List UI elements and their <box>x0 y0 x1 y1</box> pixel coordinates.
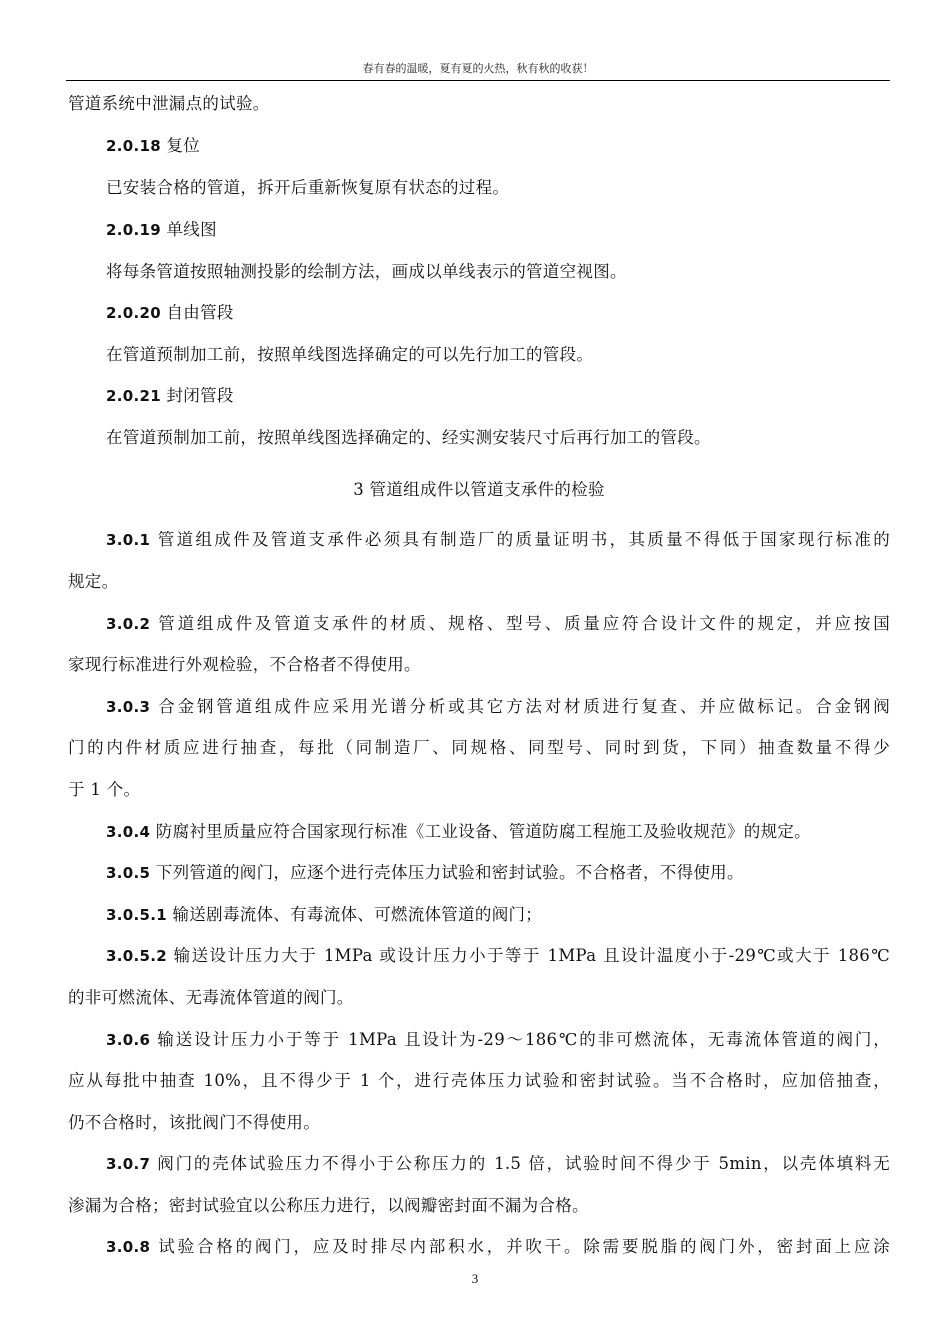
clause-text: 管道组成件及管道支承件的材质、规格、型号、质量应符合设计文件的规定，并应按国 <box>150 614 890 633</box>
term-heading-2-0-20 <box>68 299 890 323</box>
page-number: 3 <box>471 1271 479 1286</box>
clause-continuation: 的非可燃流体、无毒流体管道的阀门。 <box>68 988 354 1007</box>
clause-continuation: 门的内件材质应进行抽查，每批（同制造厂、同规格、同型号、同时到货，下同）抽查数量不得少 <box>68 738 890 757</box>
section-heading: 3 管道组成件以管道支承件的检验 <box>353 480 605 499</box>
clause-continuation: 渗漏为合格；密封试验宜以公称压力进行，以阀瓣密封面不漏为合格。 <box>68 1196 589 1215</box>
term-definition: 将每条管道按照轴测投影的绘制方法，画成以单线表示的管道空视图。 <box>106 262 627 281</box>
clause-continuation: 仍不合格时，该批阀门不得使用。 <box>68 1113 320 1132</box>
clause-text: 试验合格的阀门，应及时排尽内部积水，并吹干。除需要脱脂的阀门外，密封面上应涂 <box>150 1237 890 1256</box>
clause-continuation: 规定。 <box>68 572 119 591</box>
clause-number: 3.0.5 <box>106 864 151 882</box>
clause-text: 输送剧毒流体、有毒流体、可燃流体管道的阀门； <box>166 905 543 924</box>
clause-number: 3.0.3 <box>106 698 151 716</box>
clause-number: 3.0.7 <box>106 1155 151 1173</box>
clause-number: 2.0.20 <box>106 304 161 322</box>
term-definition: 已安装合格的管道，拆开后重新恢复原有状态的过程。 <box>106 178 510 197</box>
clause-number: 3.0.1 <box>106 531 151 549</box>
clause-number: 3.0.5.1 <box>106 906 167 924</box>
clause-number: 3.0.8 <box>106 1238 151 1256</box>
term-title: 封闭管段 <box>160 386 234 405</box>
term-heading-2-0-21 <box>68 382 890 406</box>
clause-text: 防腐衬里质量应符合国家现行标准《工业设备、管道防腐工程施工及验收规范》的规定。 <box>150 822 811 841</box>
clause-number: 2.0.18 <box>106 137 161 155</box>
clause-continuation: 家现行标准进行外观检验，不合格者不得使用。 <box>68 655 421 674</box>
term-heading-2-0-19 <box>68 216 890 240</box>
term-definition: 在管道预制加工前，按照单线图选择确定的、经实测安装尺寸后再行加工的管段。 <box>106 428 711 447</box>
clause-3-0-3 <box>68 693 890 717</box>
clause-text: 输送设计压力小于等于 1MPa 且设计为-29～186℃的非可燃流体，无毒流体管道的阀门， <box>150 1030 890 1049</box>
clause-number: 2.0.21 <box>106 387 161 405</box>
term-title: 自由管段 <box>160 303 234 322</box>
clause-number: 2.0.19 <box>106 221 161 239</box>
clause-text: 管道组成件及管道支承件必须具有制造厂的质量证明书，其质量不得低于国家现行标准的 <box>150 530 890 549</box>
term-definition: 在管道预制加工前，按照单线图选择确定的可以先行加工的管段。 <box>106 345 594 364</box>
clause-3-0-5 <box>68 859 890 883</box>
clause-3-0-8 <box>68 1233 890 1257</box>
clause-number: 3.0.2 <box>106 615 151 633</box>
clause-3-0-2 <box>68 610 890 634</box>
clause-continuation: 应从每批中抽查 10%，且不得少于 1 个，进行壳体压力试验和密封试验。当不合格时，应加倍抽查， <box>68 1071 890 1090</box>
clause-text: 下列管道的阀门，应逐个进行壳体压力试验和密封试验。不合格者，不得使用。 <box>150 863 744 882</box>
clause-number: 3.0.4 <box>106 823 151 841</box>
body-line: 管道系统中泄漏点的试验。 <box>68 94 270 113</box>
clause-number: 3.0.6 <box>106 1031 151 1049</box>
header-divider <box>66 80 890 81</box>
clause-text: 输送设计压力大于 1MPa 或设计压力小于等于 1MPa 且设计温度小于-29℃或大于 186℃ <box>166 946 890 965</box>
clause-3-0-6 <box>68 1026 890 1050</box>
clause-continuation: 于 1 个。 <box>68 780 141 799</box>
running-header: 春有春的温暖，夏有夏的火热，秋有秋的收获！ <box>362 62 594 75</box>
clause-3-0-4 <box>68 818 890 842</box>
term-title: 复位 <box>160 136 201 155</box>
clause-text: 合金钢管道组成件应采用光谱分析或其它方法对材质进行复查、并应做标记。合金钢阀 <box>150 697 890 716</box>
term-heading-2-0-18 <box>68 132 890 156</box>
clause-3-0-5-2 <box>68 942 890 966</box>
clause-3-0-1 <box>68 526 890 550</box>
clause-3-0-7 <box>68 1150 890 1174</box>
clause-text: 阀门的壳体试验压力不得小于公称压力的 1.5 倍，试验时间不得少于 5min，以壳体填料无 <box>150 1154 890 1173</box>
clause-3-0-5-1 <box>68 901 890 925</box>
term-title: 单线图 <box>160 220 217 239</box>
clause-number: 3.0.5.2 <box>106 947 167 965</box>
